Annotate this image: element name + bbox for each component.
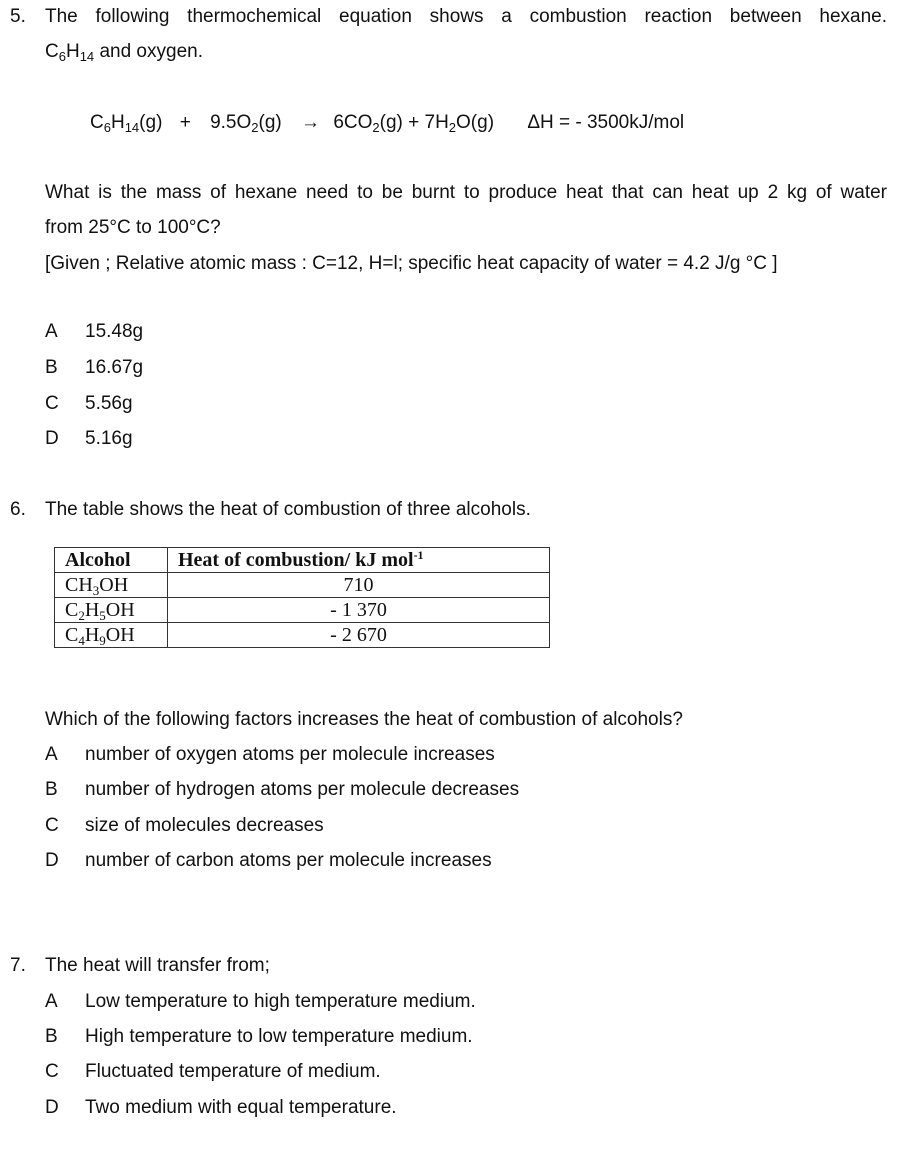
option-letter[interactable]: A bbox=[45, 744, 58, 765]
option-letter[interactable]: A bbox=[45, 321, 58, 342]
option-letter[interactable]: D bbox=[45, 428, 59, 449]
question-5-stem-line2: $C_6H_{14}$ and oxygen. bbox=[45, 41, 203, 64]
option-text[interactable]: number of carbon atoms per molecule increases bbox=[85, 850, 492, 871]
question-6-number: 6. bbox=[10, 499, 26, 520]
reactant-oxygen: $9.5O_2(g)$ bbox=[210, 112, 282, 135]
question-7-number: 7. bbox=[10, 955, 26, 976]
option-text[interactable]: Low temperature to high temperature medium. bbox=[85, 991, 476, 1012]
option-letter[interactable]: A bbox=[45, 991, 58, 1012]
option-letter[interactable]: C bbox=[45, 393, 59, 414]
option-text[interactable]: 5.16g bbox=[85, 428, 133, 449]
heat-value: - 2 670 bbox=[168, 623, 550, 648]
heat-of-combustion-table bbox=[54, 547, 550, 648]
option-text[interactable]: 5.56g bbox=[85, 393, 133, 414]
reactant-hexane: $C_6H_{14}(g)$ bbox=[90, 112, 163, 135]
reaction-arrow-icon: → bbox=[301, 112, 321, 133]
option-text[interactable]: size of molecules decreases bbox=[85, 815, 324, 836]
option-letter[interactable]: B bbox=[45, 779, 58, 800]
thermochemical-equation bbox=[90, 112, 684, 134]
question-5-number: 5. bbox=[10, 6, 26, 27]
column-header-heat: Heat of combustion/ kJ mol$^{-1}$ bbox=[168, 548, 550, 573]
question-5-given: [Given ; Relative atomic mass : C=12, H=l; specific heat capacity of water = 4.2 J/g °C ] bbox=[45, 253, 778, 274]
question-6-stem: The table shows the heat of combustion of three alcohols. bbox=[45, 499, 531, 520]
option-letter[interactable]: D bbox=[45, 1097, 59, 1118]
table-row bbox=[55, 623, 550, 648]
column-header-alcohol: Alcohol bbox=[55, 548, 168, 573]
option-letter[interactable]: C bbox=[45, 815, 59, 836]
option-letter[interactable]: B bbox=[45, 1026, 58, 1047]
question-6-question: Which of the following factors increases the heat of combustion of alcohols? bbox=[45, 709, 683, 730]
option-letter[interactable]: D bbox=[45, 850, 59, 871]
table-row bbox=[55, 598, 550, 623]
table-row bbox=[55, 573, 550, 598]
option-letter[interactable]: B bbox=[45, 357, 58, 378]
heat-value: 710 bbox=[168, 573, 550, 598]
option-text[interactable]: Two medium with equal temperature. bbox=[85, 1097, 397, 1118]
table-header-row bbox=[55, 548, 550, 573]
option-text[interactable]: High temperature to low temperature medium. bbox=[85, 1026, 473, 1047]
question-5-stem: The following thermochemical equation shows a combustion reaction between hexane. bbox=[45, 6, 887, 27]
question-5-question: What is the mass of hexane need to be burnt to produce heat that can heat up 2 kg of water bbox=[45, 182, 887, 203]
alcohol-formula: $C_4H_9OH$ bbox=[55, 623, 168, 648]
question-7-stem: The heat will transfer from; bbox=[45, 955, 270, 976]
heat-value: - 1 370 bbox=[168, 598, 550, 623]
option-letter[interactable]: C bbox=[45, 1061, 59, 1082]
alcohol-formula: $C_2H_5OH$ bbox=[55, 598, 168, 623]
option-text[interactable]: Fluctuated temperature of medium. bbox=[85, 1061, 381, 1082]
alcohol-formula: $CH_3OH$ bbox=[55, 573, 168, 598]
option-text[interactable]: 15.48g bbox=[85, 321, 144, 342]
plus-sign: + bbox=[179, 112, 191, 133]
products: $6CO_2(g) + 7H_2O(g)$ bbox=[333, 112, 495, 135]
option-text[interactable]: number of oxygen atoms per molecule increases bbox=[85, 744, 495, 765]
option-text[interactable]: number of hydrogen atoms per molecule decreases bbox=[85, 779, 520, 800]
enthalpy-change: ΔH = - 3500kJ/mol bbox=[527, 112, 685, 133]
question-5-question-line2: from 25°C to 100°C? bbox=[45, 217, 221, 238]
option-text[interactable]: 16.67g bbox=[85, 357, 144, 378]
